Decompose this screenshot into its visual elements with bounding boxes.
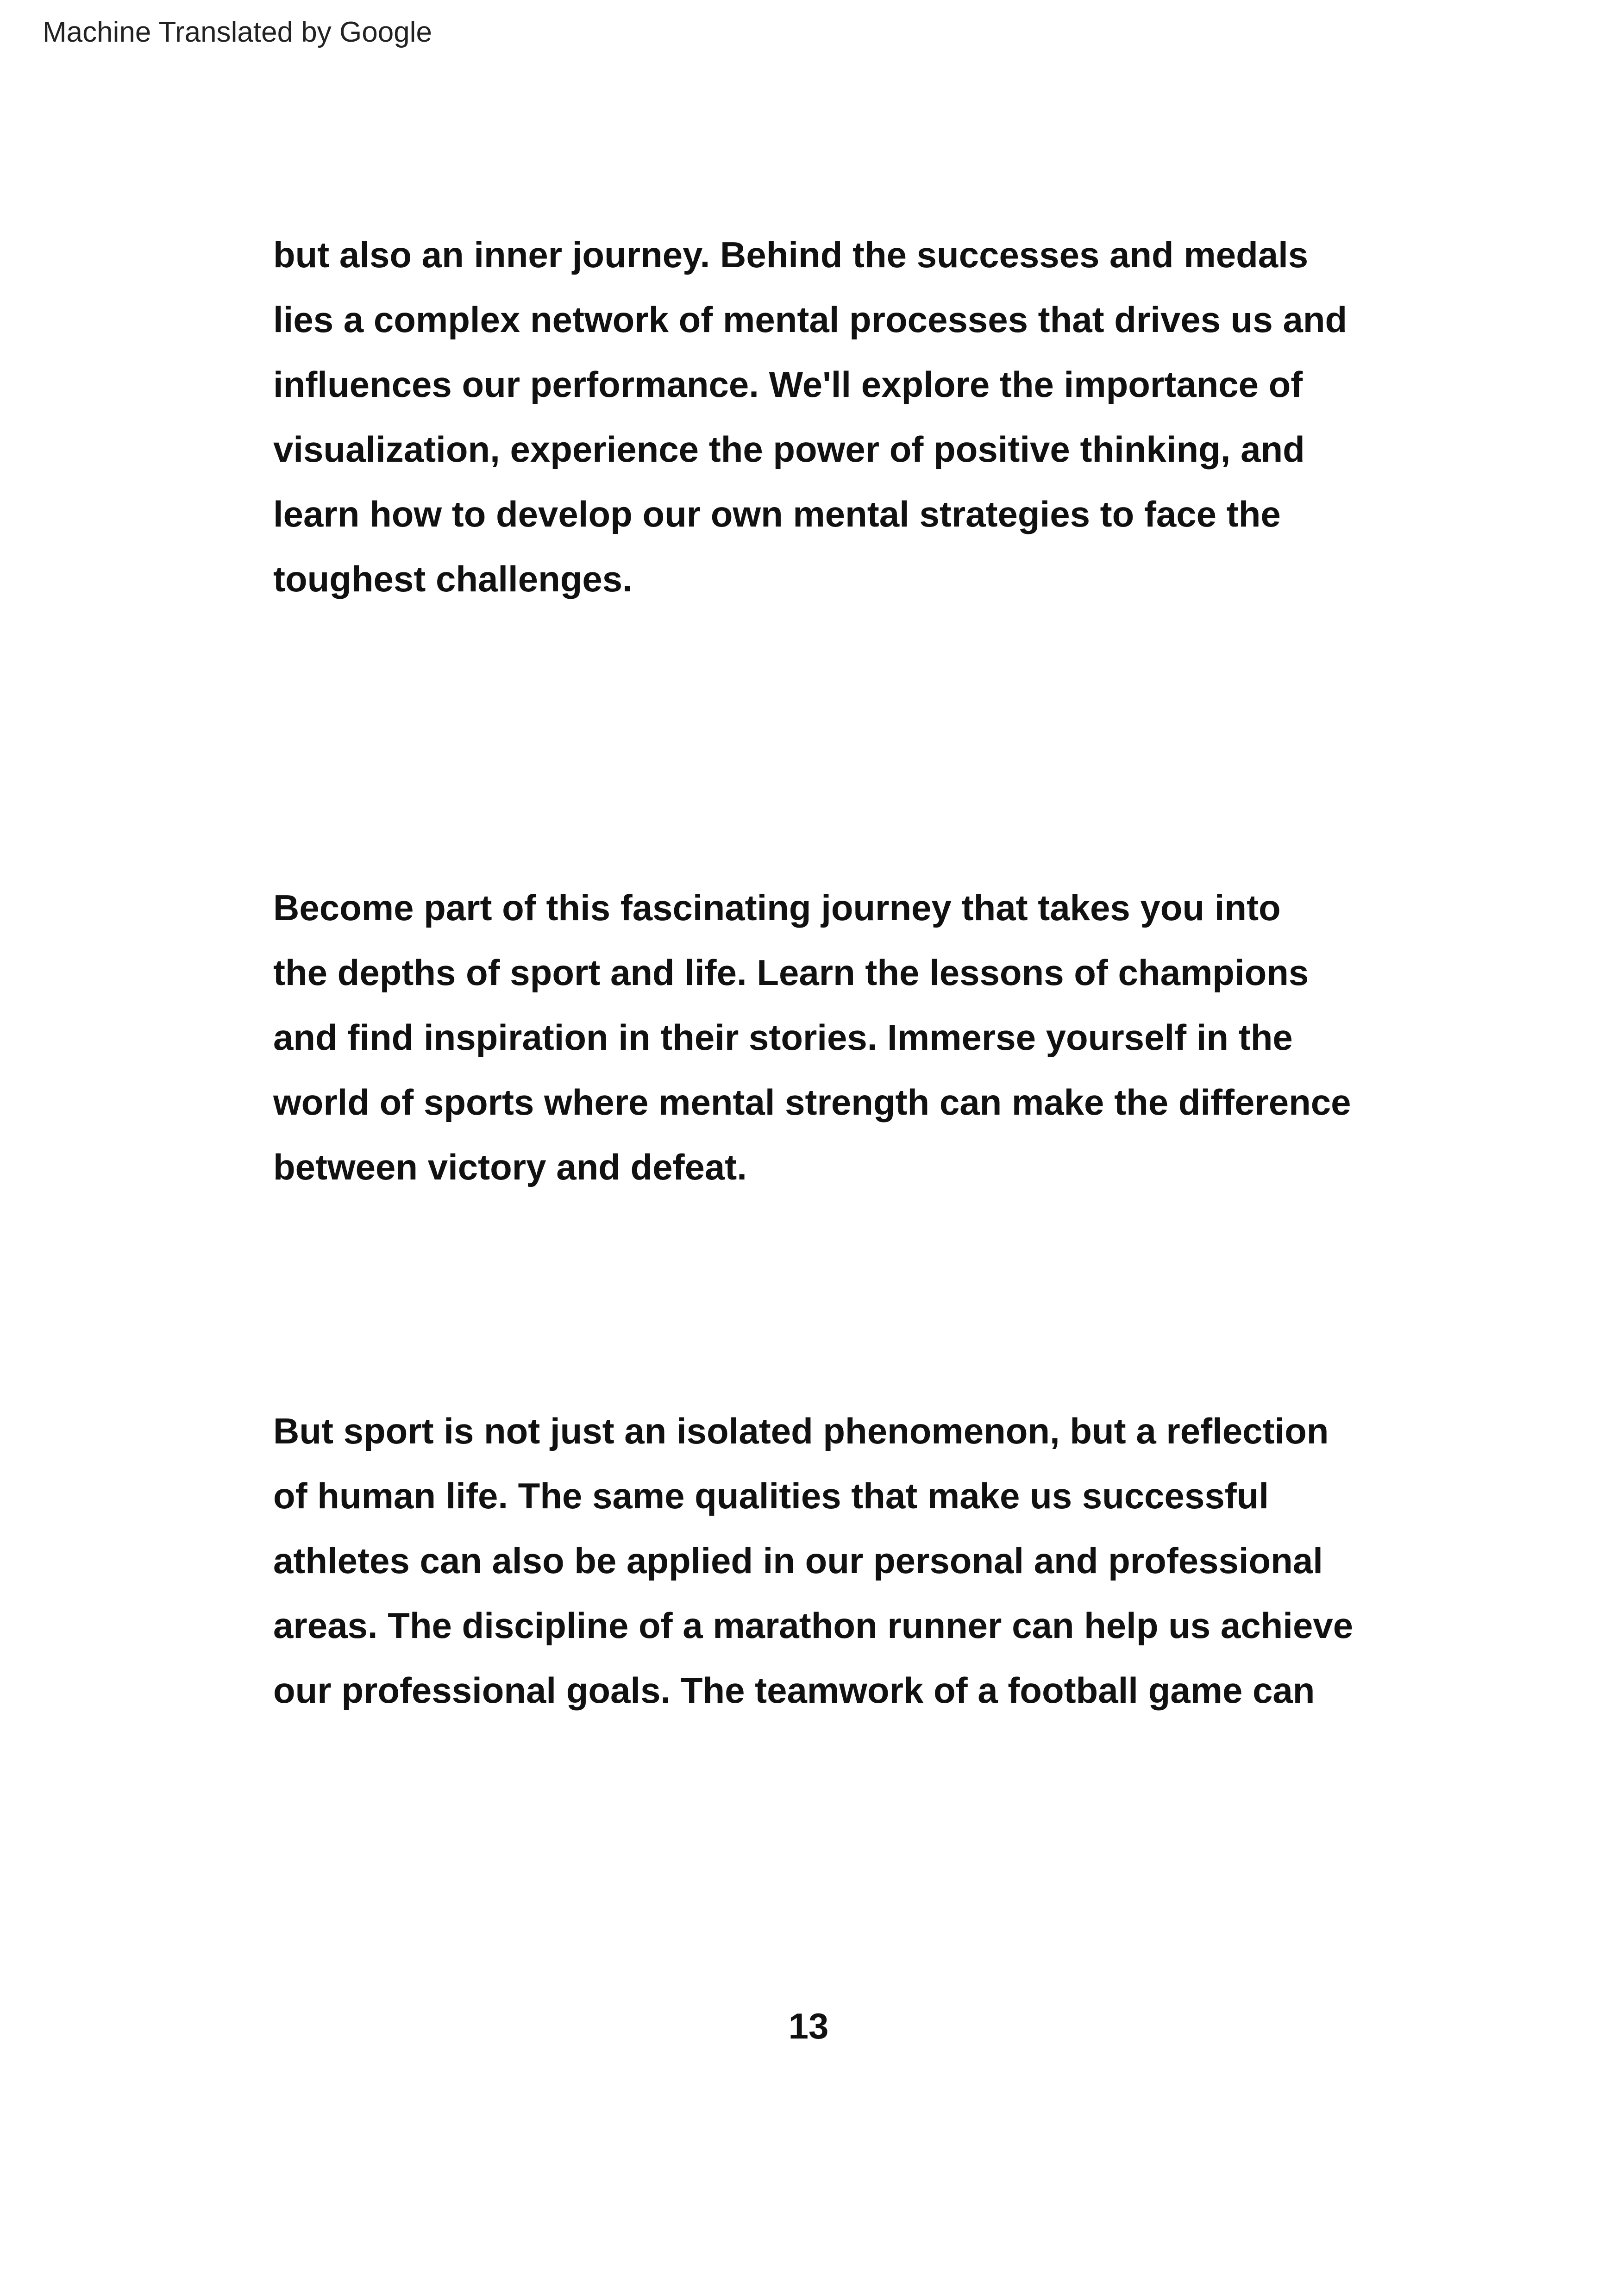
paragraph-line: Become part of this fascinating journey that takes you into	[273, 887, 1281, 928]
paragraph-line: visualization, experience the power of positive thinking, and	[273, 429, 1305, 470]
paragraph-fascinating-journey	[273, 875, 1385, 1199]
paragraph-line: of human life. The same qualities that make us successful	[273, 1475, 1269, 1516]
paragraph-line: influences our performance. We'll explore the importance of	[273, 364, 1303, 405]
machine-translation-notice: Machine Translated by Google	[43, 16, 432, 48]
paragraph-line: between victory and defeat.	[273, 1147, 747, 1187]
paragraph-line: the depths of sport and life. Learn the lessons of champions	[273, 952, 1309, 993]
page-number: 13	[788, 2006, 829, 2046]
paragraph-inner-journey	[273, 222, 1385, 611]
paragraph-reflection-of-life	[273, 1399, 1385, 1723]
paragraph-line: lies a complex network of mental processes that drives us and	[273, 299, 1348, 340]
paragraph-line: But sport is not just an isolated phenomenon, but a reflection	[273, 1411, 1329, 1451]
paragraph-line: and find inspiration in their stories. Immerse yourself in the	[273, 1017, 1293, 1058]
paragraph-line: areas. The discipline of a marathon runner can help us achieve	[273, 1605, 1354, 1646]
paragraph-line: learn how to develop our own mental strategies to face the	[273, 494, 1281, 534]
paragraph-line: world of sports where mental strength can make the difference	[273, 1082, 1351, 1123]
paragraph-line: our professional goals. The teamwork of a football game can	[273, 1670, 1315, 1711]
paragraph-line: athletes can also be applied in our personal and professional	[273, 1540, 1323, 1581]
paragraph-line: but also an inner journey. Behind the successes and medals	[273, 234, 1309, 275]
paragraph-line: toughest challenges.	[273, 558, 633, 599]
